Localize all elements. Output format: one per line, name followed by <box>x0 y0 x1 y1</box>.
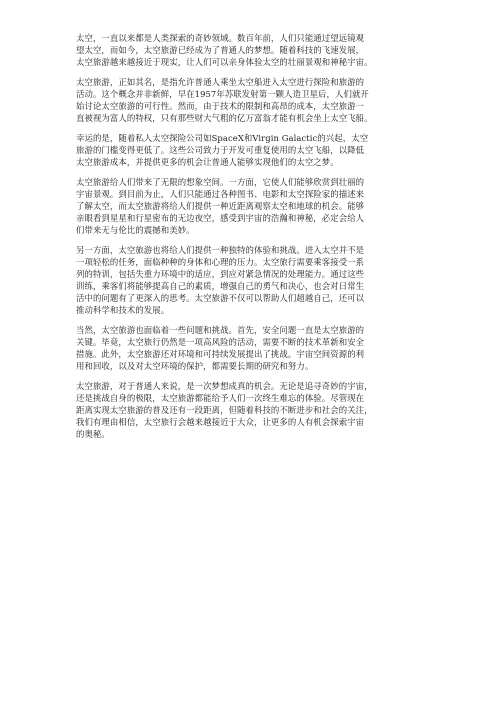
text-line: 望太空，而如今，太空旅游已经成为了普通人的梦想。随着科技的飞速发展， <box>76 45 365 55</box>
text-line: 直被视为富人的特权，只有那些财大气粗的亿万富翁才能有机会坐上太空飞船。 <box>76 113 373 123</box>
paragraph-challenge <box>76 244 422 316</box>
text-line: 太空，一直以来都是人类探索的奇妙领域。数百年前，人们只能通过望远镜观 <box>76 33 365 43</box>
text-line: 训练，乘客们将能够提高自己的素质，增强自己的勇气和决心，也会对日常生 <box>76 281 365 291</box>
paragraph-private-companies <box>76 132 422 168</box>
text-line: 太空旅游给人们带来了无限的想象空间。一方面，它使人们能够欣赏到壮丽的 <box>76 177 365 187</box>
text-line: 亲眼看到星星和行星密布的无边夜空，感受到宇宙的浩瀚和神秘，必定会给人 <box>76 213 365 223</box>
text-line: 一项轻松的任务，面临种种的身体和心理的压力。太空旅行需要乘客接受一系 <box>76 257 365 267</box>
text-line: 推动科学和技术的发展。 <box>76 305 170 315</box>
text-line: 我们有理由相信，太空旅行会越来越接近于大众，让更多的人有机会探索宇宙 <box>76 417 365 427</box>
text-line: 了解太空，而太空旅游将给人们提供一种近距离观察太空和地球的机会。能够 <box>76 201 365 211</box>
text-line: 们带来无与伦比的震撼和美妙。 <box>76 225 195 235</box>
text-line: 幸运的是，随着私人太空探险公司如SpaceX和Virgin Galactic的兴起，太空 <box>76 133 369 143</box>
text-line: 的奥秘。 <box>76 429 110 439</box>
paragraph-imagination <box>76 176 422 236</box>
text-line: 关键。毕竟，太空旅行仍然是一项高风险的活动，需要不断的技术革新和安全 <box>76 337 365 347</box>
text-line: 旅游的门槛变得更低了。这些公司致力于开发可重复使用的太空飞船，以降低 <box>76 145 365 155</box>
text-line: 当然，太空旅游也面临着一些问题和挑战。首先，安全问题一直是太空旅游的 <box>76 325 365 335</box>
paragraph-definition <box>76 76 422 124</box>
paragraph-conclusion <box>76 380 422 440</box>
text-line: 另一方面，太空旅游也将给人们提供一种独特的体验和挑战。进入太空并不是 <box>76 245 365 255</box>
text-line: 还是挑战自身的极限，太空旅游都能给予人们一次终生难忘的体验。尽管现在 <box>76 393 365 403</box>
text-line: 活中的问题有了更深入的思考。太空旅游不仅可以帮助人们超越自己，还可以 <box>76 293 365 303</box>
text-line: 活动。这个概念并非新鲜，早在1957年苏联发射第一颗人造卫星后，人们就开 <box>76 89 369 99</box>
text-line: 太空旅游，对于普通人来说，是一次梦想成真的机会。无论是追寻奇妙的宇宙， <box>76 381 373 391</box>
text-line: 列的特训，包括失重力环境中的适应，到应对紧急情况的处理能力。通过这些 <box>76 269 365 279</box>
text-line: 措施。此外，太空旅游还对环境和可持续发展提出了挑战。宇宙空间资源的利 <box>76 349 365 359</box>
text-line: 太空旅游，正如其名，是指允许普通人乘坐太空船进入太空进行探险和旅游的 <box>76 77 365 87</box>
article-body <box>76 32 422 448</box>
text-line: 距离实现太空旅游的普及还有一段距离，但随着科技的不断进步和社会的关注， <box>76 405 373 415</box>
paragraph-intro <box>76 32 422 68</box>
text-line: 宇宙景观。到目前为止，人们只能通过各种图书、电影和太空探险家的描述来 <box>76 189 365 199</box>
text-line: 太空旅游越来越接近于现实，让人们可以亲身体验太空的壮丽景观和神秘宇宙。 <box>76 57 373 67</box>
paragraph-problems <box>76 324 422 372</box>
text-line: 用和回收，以及对太空环境的保护，都需要长期的研究和努力。 <box>76 361 314 371</box>
text-line: 太空旅游成本，并提供更多的机会让普通人能够实现他们的太空之梦。 <box>76 157 339 167</box>
text-line: 始讨论太空旅游的可行性。然而，由于技术的限制和高昂的成本，太空旅游一 <box>76 101 365 111</box>
